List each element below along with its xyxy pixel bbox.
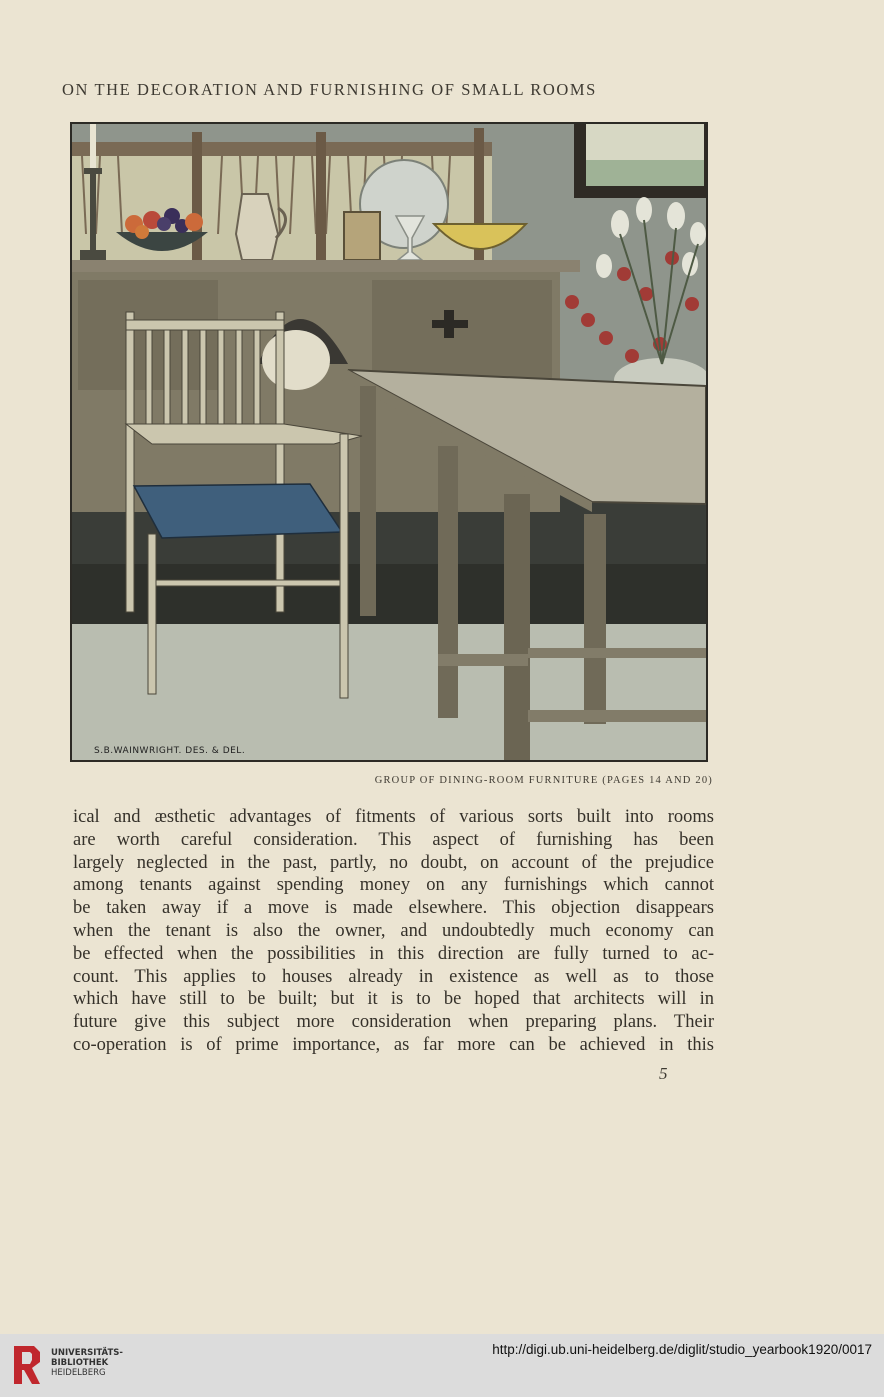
plate-caption: GROUP OF DINING-ROOM FURNITURE (PAGES 14 AND 20) [374, 775, 713, 786]
wall-picture [574, 124, 706, 198]
body-line: ical and æsthetic advantages of fitments of various sorts built into rooms [73, 807, 714, 827]
small-box [344, 212, 380, 260]
body-line: largely neglected in the past, partly, no doubt, on account of the prejudice [73, 852, 714, 873]
body-text [73, 806, 714, 1057]
body-line: future give this subject more consideration when preparing plans. Their [73, 1012, 714, 1033]
body-line: be taken away if a move is made elsewhere. This objection disappears [73, 898, 714, 919]
library-line-3: HEIDELBERG [51, 1368, 106, 1378]
running-head: ON THE DECORATION AND FURNISHING OF SMALL ROOMS [62, 80, 597, 99]
library-line-2: BIBLIOTHEK [51, 1358, 109, 1368]
library-logo-icon [10, 1342, 44, 1388]
page-number: 5 [659, 1064, 668, 1083]
dining-room-illustration [72, 124, 706, 760]
body-line: among tenants against spending money on any furnishings which cannot [73, 875, 714, 896]
illustration-plate [70, 122, 708, 762]
library-name [51, 1348, 123, 1378]
artist-signature: S.B.WAINWRIGHT. DES. & DEL. [94, 746, 246, 756]
body-line: count. This applies to houses already in existence as well as to those [73, 966, 714, 987]
body-line: be effected when the possibilities in this direction are fully turned to ac- [73, 943, 714, 964]
body-line: co-operation is of prime importance, as far more can be achieved in this [73, 1034, 714, 1055]
body-line: are worth careful consideration. This aspect of furnishing has been [73, 829, 714, 850]
library-line-1: UNIVERSITÄTS- [51, 1348, 123, 1358]
body-line: when the tenant is also the owner, and undoubtedly much economy can [73, 920, 714, 941]
library-footer [0, 1334, 884, 1397]
body-line: which have still to be built; but it is to be hoped that architects will in [73, 989, 714, 1010]
source-url-link[interactable]: http://digi.ub.uni-heidelberg.de/diglit/studio_yearbook1920/0017 [492, 1342, 872, 1357]
